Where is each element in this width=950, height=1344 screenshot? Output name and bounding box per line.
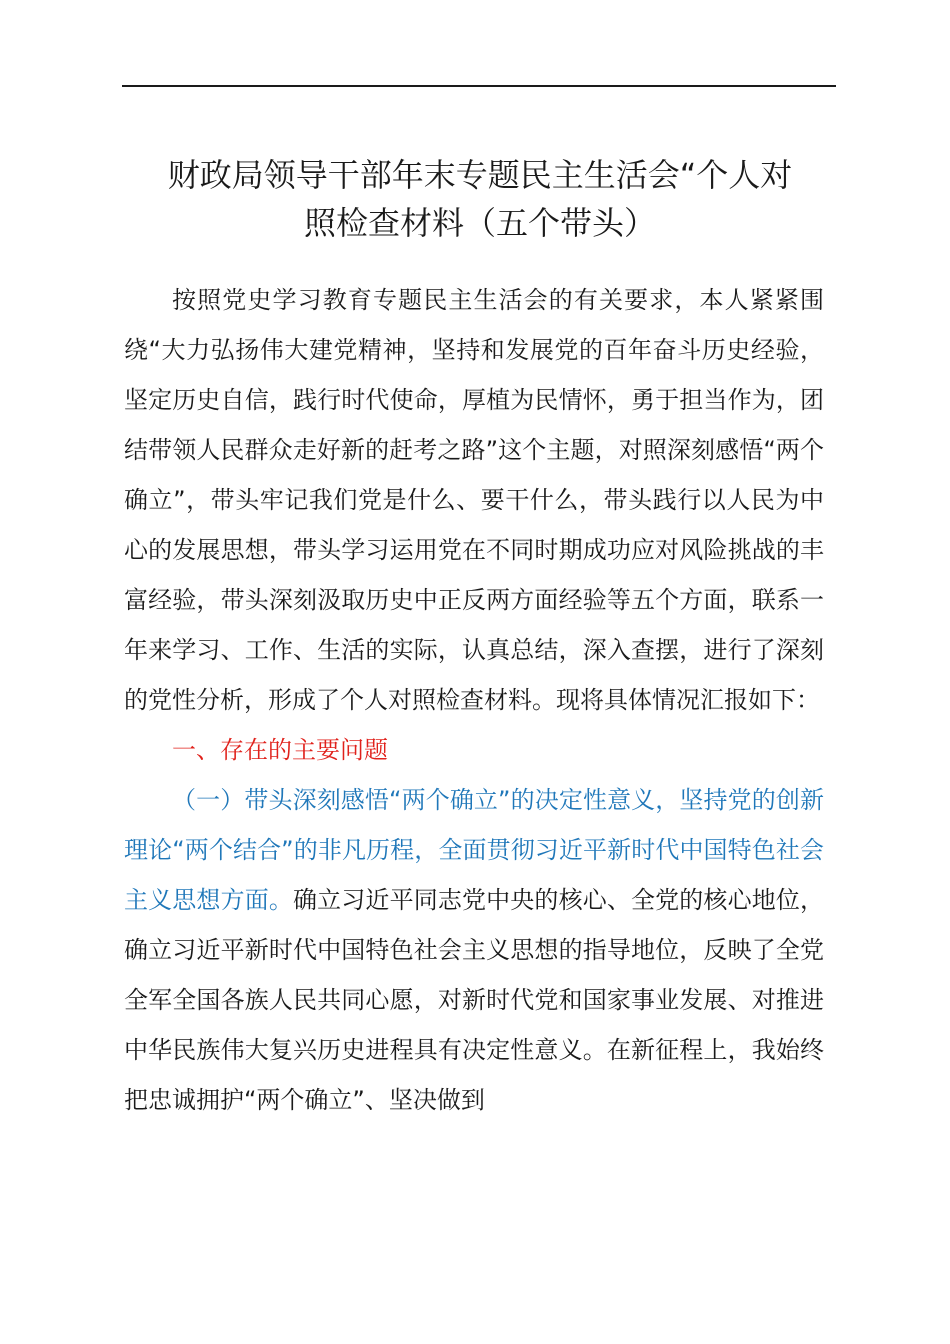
intro-paragraph: 按照党史学习教育专题民主生活会的有关要求，本人紧紧围绕“大力弘扬伟大建党精神，坚持和发展党的百年奋斗历史经验，坚定历史自信，践行时代使命，厚植为民情怀，勇于担当作为，团结带领人民群众走好新的赶考之路”这个主题，对照深刻感悟“两个确立”，带头牢记我们党是什么、要干什么，带头践行以人民为中心的发展思想，带头学习运用党在不同时期成功应对风险挑战的丰富经验，带头深刻汲取历史中正反两方面经验等五个方面，联系一年来学习、工作、生活的实际，认真总结，深入查摆，进行了深刻的党性分析，形成了个人对照检查材料。现将具体情况汇报如下： [124,286,824,714]
section-heading: 一、存在的主要问题 [172,736,388,764]
subsection-paragraph [124,775,824,1125]
document-title [100,151,860,247]
title-line-1: 财政局领导干部年末专题民主生活会“个人对 [167,156,793,194]
header-rule [122,85,836,87]
subsection-heading: （一）带头深刻感悟“两个确立”的决定性意义，坚持党的创新理论“两个结合”的非凡历程，全面贯彻习近平新时代中国特色社会主义思想方面。 [124,786,824,914]
document-body [124,275,824,1125]
title-line-2: 照检查材料（五个带头） [303,204,656,242]
subsection-body: 确立习近平同志党中央的核心、全党的核心地位，确立习近平新时代中国特色社会主义思想的指导地位，反映了全党全军全国各族人民共同心愿，对新时代党和国家事业发展、对推进中华民族伟大复兴历史进程具有决定性意义。在新征程上，我始终把忠诚拥护“两个确立”、坚决做到 [124,886,824,1114]
